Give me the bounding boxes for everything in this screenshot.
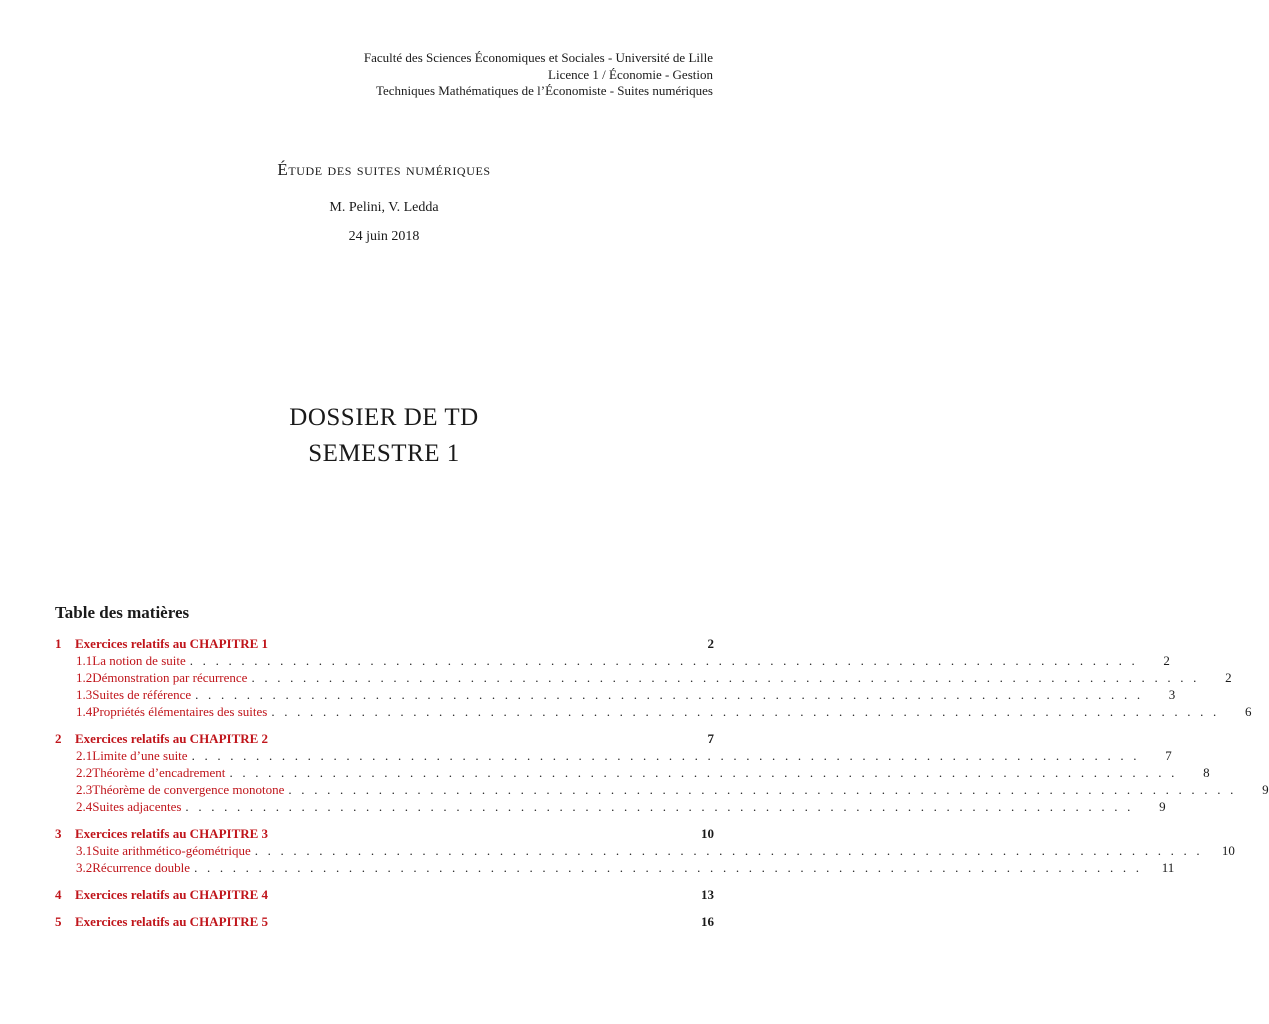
header-program: Licence 1 / Économie - Gestion — [548, 66, 713, 82]
main-title-line2: SEMESTRE 1 — [308, 440, 460, 467]
toc-section-title[interactable]: Suites de référence — [92, 687, 192, 702]
toc-section-number: 1.2 — [76, 670, 93, 685]
toc-section-1-1[interactable] — [55, 653, 1170, 670]
toc-leader-dots: . . . . . . . . . . . . . . . . . . . . . . . . . . . . . . . . . . . . . . . . . . . . . . . . . . . . . . . . . . . . . . . . . . . . . . . . . . — [288, 782, 1237, 797]
toc-section-title[interactable]: Limite d’une suite — [92, 748, 188, 763]
toc-section-number: 1.1 — [76, 653, 93, 668]
toc-section-3-1[interactable] — [55, 843, 1235, 860]
toc-leader-dots: . . . . . . . . . . . . . . . . . . . . . . . . . . . . . . . . . . . . . . . . . . . . . . . . . . . . . . . . . . . . . . . . . . . . . . . . . . — [229, 765, 1178, 780]
document-authors: M. Pelini, V. Ledda — [329, 200, 439, 215]
toc-section-2-1[interactable] — [55, 748, 1172, 765]
toc-section-number: 1.4 — [76, 704, 93, 719]
toc-chapter-page: 2 — [707, 636, 714, 651]
toc-chapter-number: 2 — [55, 731, 62, 746]
toc-chapter-3[interactable] — [55, 826, 714, 843]
toc-leader-dots: . . . . . . . . . . . . . . . . . . . . . . . . . . . . . . . . . . . . . . . . . . . . . . . . . . . . . . . . . . . . . . . . . . . . . . . . . . — [254, 843, 1203, 858]
toc-spacer — [55, 816, 714, 826]
toc-section-1-3[interactable] — [55, 687, 1176, 704]
main-title — [0, 400, 768, 472]
toc-spacer — [55, 904, 714, 914]
toc-section-number: 1.3 — [76, 687, 93, 702]
table-of-contents — [55, 636, 1269, 931]
toc-section-page: 7 — [1165, 748, 1172, 763]
document-title-initial: É — [277, 160, 289, 179]
toc-section-title[interactable]: Propriétés élémentaires des suites — [92, 704, 268, 719]
toc-chapter-title[interactable]: Exercices relatifs au CHAPITRE 4 — [75, 887, 269, 902]
toc-chapter-5[interactable] — [55, 914, 714, 931]
toc-section-page: 2 — [1225, 670, 1232, 685]
toc-section-2-2[interactable] — [55, 765, 1210, 782]
toc-leader-dots: . . . . . . . . . . . . . . . . . . . . . . . . . . . . . . . . . . . . . . . . . . . . . . . . . . . . . . . . . . . . . . . . . . . . . . . . . . — [191, 748, 1140, 763]
document-title — [0, 160, 768, 180]
toc-chapter-title[interactable]: Exercices relatifs au CHAPITRE 1 — [75, 636, 269, 651]
toc-leader-dots: . . . . . . . . . . . . . . . . . . . . . . . . . . . . . . . . . . . . . . . . . . . . . . . . . . . . . . . . . . . . . . . . . . . . . . . . . . — [271, 704, 1220, 719]
toc-chapter-page: 13 — [701, 887, 714, 902]
toc-leader-dots: . . . . . . . . . . . . . . . . . . . . . . . . . . . . . . . . . . . . . . . . . . . . . . . . . . . . . . . . . . . . . . . . . . . . . . . . . . — [194, 860, 1143, 875]
header-institution: Faculté des Sciences Économiques et Sociales - Université de Lille — [363, 50, 713, 65]
toc-section-2-3[interactable] — [55, 782, 1269, 799]
toc-section-page: 2 — [1163, 653, 1170, 668]
toc-section-title[interactable]: Théorème de convergence monotone — [92, 782, 285, 797]
toc-section-page: 11 — [1161, 860, 1175, 875]
toc-section-number: 2.1 — [76, 748, 93, 763]
toc-section-title[interactable]: Théorème d’encadrement — [92, 765, 226, 780]
header-block — [364, 50, 713, 100]
toc-section-1-4[interactable] — [55, 704, 1252, 721]
toc-chapter-page: 16 — [701, 914, 714, 929]
toc-chapter-1[interactable] — [55, 636, 714, 653]
toc-chapter-title[interactable]: Exercices relatifs au CHAPITRE 2 — [75, 731, 269, 746]
toc-chapter-number: 5 — [55, 914, 62, 929]
toc-chapter-page: 7 — [707, 731, 714, 746]
toc-section-number: 3.1 — [76, 843, 93, 858]
toc-section-title[interactable]: La notion de suite — [92, 653, 186, 668]
toc-section-page: 10 — [1221, 843, 1235, 858]
toc-leader-dots: . . . . . . . . . . . . . . . . . . . . . . . . . . . . . . . . . . . . . . . . . . . . . . . . . . . . . . . . . . . . . . . . . . . . . . . . . . — [251, 670, 1200, 685]
toc-section-2-4[interactable] — [55, 799, 1166, 816]
toc-section-number: 2.4 — [76, 799, 93, 814]
toc-chapter-title[interactable]: Exercices relatifs au CHAPITRE 3 — [75, 826, 269, 841]
toc-chapter-2[interactable] — [55, 731, 714, 748]
toc-chapter-number: 4 — [55, 887, 62, 902]
toc-section-1-2[interactable] — [55, 670, 1232, 687]
toc-section-title[interactable]: Suites adjacentes — [92, 799, 182, 814]
toc-section-page: 9 — [1262, 782, 1269, 797]
toc-leader-dots: . . . . . . . . . . . . . . . . . . . . . . . . . . . . . . . . . . . . . . . . . . . . . . . . . . . . . . . . . . . . . . . . . . . . . . . . . . — [185, 799, 1134, 814]
toc-chapter-number: 3 — [55, 826, 62, 841]
toc-leader-dots: . . . . . . . . . . . . . . . . . . . . . . . . . . . . . . . . . . . . . . . . . . . . . . . . . . . . . . . . . . . . . . . . . . . . . . . . . . — [195, 687, 1144, 702]
toc-section-3-2[interactable] — [55, 860, 1175, 877]
toc-chapter-number: 1 — [55, 636, 62, 651]
toc-section-number: 2.3 — [76, 782, 93, 797]
toc-section-page: 8 — [1203, 765, 1210, 780]
toc-section-page: 6 — [1245, 704, 1252, 719]
header-course: Techniques Mathématiques de l’Économiste - Suites numériques — [375, 83, 713, 98]
toc-spacer — [55, 877, 714, 887]
toc-leader-dots: . . . . . . . . . . . . . . . . . . . . . . . . . . . . . . . . . . . . . . . . . . . . . . . . . . . . . . . . . . . . . . . . . . . . . . . . . . — [189, 653, 1138, 668]
document-title-rest: tude des suites numériques — [288, 160, 491, 179]
toc-section-title[interactable]: Suite arithmético-géométrique — [92, 843, 251, 858]
toc-chapter-4[interactable] — [55, 887, 714, 904]
toc-heading: Table des matières — [55, 603, 190, 622]
toc-section-title[interactable]: Récurrence double — [92, 860, 191, 875]
toc-chapter-page: 10 — [701, 826, 714, 841]
document-date: 24 juin 2018 — [348, 229, 420, 244]
toc-spacer — [55, 721, 714, 731]
toc-section-number: 2.2 — [76, 765, 93, 780]
main-title-line1: DOSSIER DE TD — [289, 404, 479, 431]
toc-section-title[interactable]: Démonstration par récurrence — [92, 670, 248, 685]
toc-chapter-title[interactable]: Exercices relatifs au CHAPITRE 5 — [75, 914, 269, 929]
toc-section-number: 3.2 — [76, 860, 93, 875]
toc-section-page: 9 — [1159, 799, 1166, 814]
toc-section-page: 3 — [1168, 687, 1176, 702]
